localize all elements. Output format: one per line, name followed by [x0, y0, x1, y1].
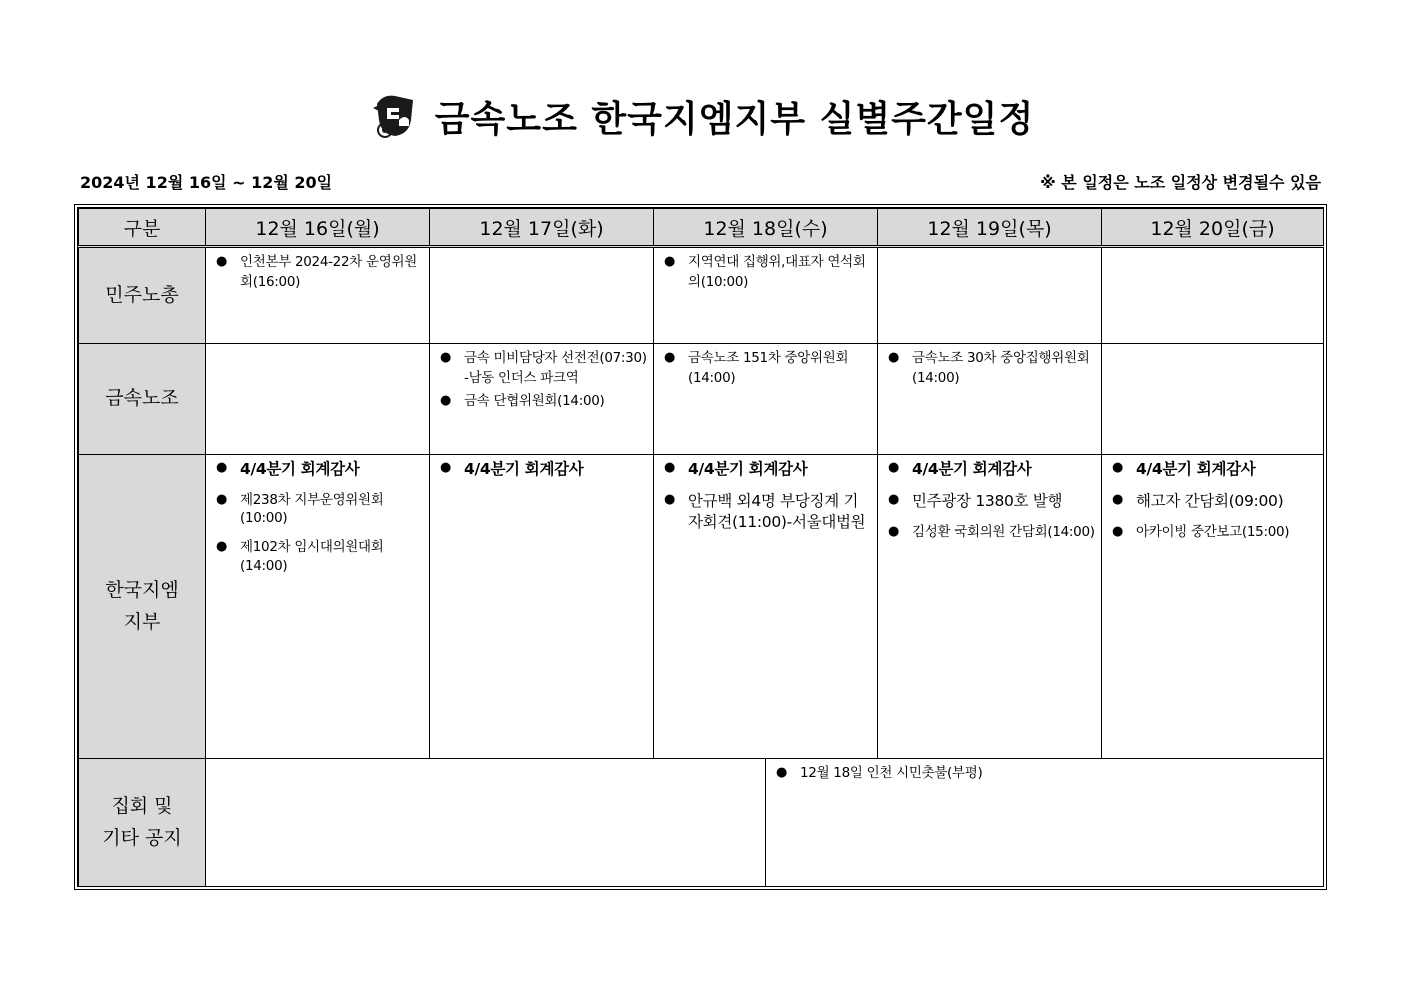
page-title: 금속노조 한국지엠지부 실별주간일정: [434, 98, 1035, 140]
row-header-kctu: 민주노총: [79, 247, 206, 344]
schedule-cell: [206, 455, 430, 759]
row-header-gm-korea-branch: [79, 455, 206, 759]
schedule-item: ● 4/4분기 회계감사: [216, 459, 423, 480]
schedule-cell: [430, 247, 654, 344]
schedule-cell: [430, 344, 654, 455]
title-area: [0, 88, 1403, 144]
row-header-line: 지부: [123, 610, 161, 633]
schedule-item: ● 4/4분기 회계감사: [1112, 459, 1317, 480]
schedule-item: ● 금속노조 151차 중앙위원회 (14:00): [664, 348, 871, 389]
schedule-item: ● 금속노조 30차 중앙집행위원회 (14:00): [888, 348, 1095, 389]
schedule-cell: [1102, 247, 1324, 344]
column-header-wed: 12월 18일(수): [654, 209, 878, 247]
week-date-range: 2024년 12월 16일 ~ 12월 20일: [80, 173, 333, 192]
column-header-category: 구분: [79, 209, 206, 247]
schedule-item: ● 제238차 지부운영위원회(10:00): [216, 491, 423, 527]
schedule-cell: [430, 455, 654, 759]
table-row: [79, 247, 1324, 344]
schedule-item: ● 4/4분기 회계감사: [440, 459, 647, 480]
rally-notice-right: [766, 759, 1323, 886]
header-row: [79, 209, 1324, 247]
schedule-cell: [1102, 455, 1324, 759]
schedule-item: ● 지역연대 집행위,대표자 연석회의(10:00): [664, 252, 871, 293]
schedule-item: ● 4/4분기 회계감사: [888, 459, 1095, 480]
schedule-item: ● 제102차 임시대의원대회(14:00): [216, 538, 423, 574]
column-header-tue: 12월 17일(화): [430, 209, 654, 247]
weekly-schedule-table: [78, 208, 1324, 887]
schedule-cell: [206, 344, 430, 455]
schedule-table-frame: [74, 204, 1327, 890]
rally-notice-cell: [206, 759, 1324, 887]
schedule-cell: [878, 344, 1102, 455]
row-header-kmwu: 금속노조: [79, 344, 206, 455]
schedule-cell: [878, 455, 1102, 759]
schedule-change-notice: ※ 본 일정은 노조 일정상 변경될수 있음: [1040, 173, 1321, 192]
schedule-item: ● 4/4분기 회계감사: [664, 459, 871, 480]
schedule-item: ● 12월 18일 인천 시민촛불(부평): [776, 763, 1317, 783]
schedule-item: ● 해고자 간담회(09:00): [1112, 491, 1317, 512]
schedule-cell: [206, 247, 430, 344]
schedule-cell: [654, 247, 878, 344]
geumsok-union-logo-icon: [369, 90, 421, 142]
rally-notice-left: [206, 759, 766, 886]
row-header-line: 집회 및: [111, 795, 173, 818]
schedule-item: ● 인천본부 2024-22차 운영위원회(16:00): [216, 252, 423, 293]
table-row: [79, 759, 1324, 887]
table-row: [79, 344, 1324, 455]
schedule-cell: [1102, 344, 1324, 455]
schedule-cell: [878, 247, 1102, 344]
schedule-item: ● 금속 미비담당자 선전전(07:30) -남동 인더스 파크역: [440, 348, 647, 389]
schedule-item: ● 민주광장 1380호 발행: [888, 491, 1095, 512]
schedule-cell: [654, 344, 878, 455]
row-header-line: 한국지엠: [105, 579, 179, 602]
schedule-cell: [654, 455, 878, 759]
schedule-item: ● 아카이빙 중간보고(15:00): [1112, 523, 1317, 541]
row-header-rally-notice: [79, 759, 206, 887]
table-row: [79, 455, 1324, 759]
column-header-mon: 12월 16일(월): [206, 209, 430, 247]
column-header-thu: 12월 19일(목): [878, 209, 1102, 247]
schedule-item: ● 김성환 국회의원 간담회(14:00): [888, 523, 1095, 541]
column-header-fri: 12월 20일(금): [1102, 209, 1324, 247]
row-header-line: 기타 공지: [102, 826, 182, 849]
schedule-item: ● 안규백 외4명 부당징계 기자회견(11:00)-서울대법원: [664, 491, 871, 533]
schedule-item: ● 금속 단협위원회(14:00): [440, 391, 647, 411]
